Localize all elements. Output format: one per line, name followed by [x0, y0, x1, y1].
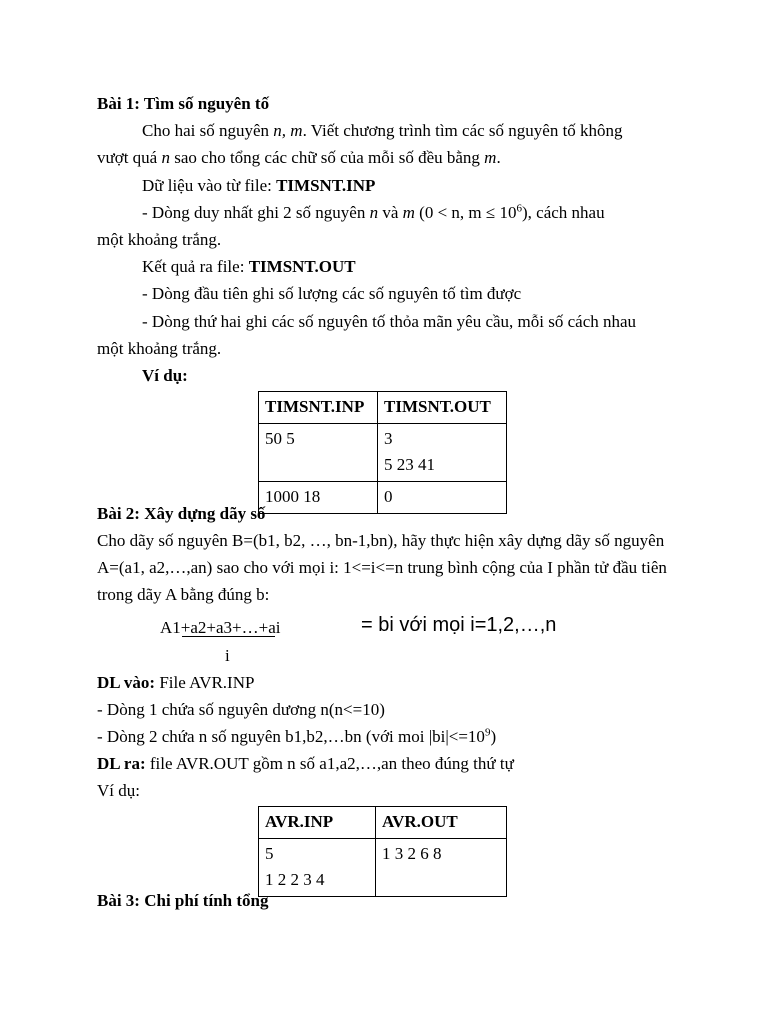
table-row	[259, 424, 507, 482]
table-cell: 3 5 23 41	[378, 424, 507, 482]
bai1-example-table	[258, 391, 507, 514]
bai1-desc-line2: vượt quá n sao cho tổng các chữ số của mỗi số đều bằng m.	[97, 148, 501, 167]
formula-rhs: = bi với mọi i=1,2,…,n	[361, 614, 557, 636]
table-header-cell: TIMSNT.INP	[259, 392, 378, 424]
table-cell: 1 3 2 6 8	[376, 839, 507, 897]
table-row	[259, 482, 507, 514]
table-cell: 1000 18	[259, 482, 378, 514]
bai2-desc-line3: trong dãy A bằng đúng b:	[97, 585, 270, 604]
bai2-desc-line1: Cho dãy số nguyên B=(b1, b2, …, bn-1,bn), hãy thực hiện xây dựng dãy số nguyên	[97, 531, 665, 550]
bai2-line1: - Dòng 1 chứa số nguyên dương n(n<=10)	[97, 700, 385, 719]
bai1-desc-line1: Cho hai số nguyên n, m. Viết chương trình tìm các số nguyên tố không	[142, 121, 623, 140]
bai1-title: Bài 1: Tìm số nguyên tố	[97, 94, 270, 113]
bai2-dl-ra: DL ra: file AVR.OUT gồm n số a1,a2,…,an theo đúng thứ tự	[97, 754, 514, 773]
table-cell: 0	[378, 482, 507, 514]
bai2-example-label: Ví dụ:	[97, 781, 140, 800]
bai3-title: Bài 3: Chi phí tính tổng	[97, 891, 269, 910]
formula-numerator: A1+a2+a3+…+ai	[160, 618, 281, 637]
bai1-output-line2: - Dòng thứ hai ghi các số nguyên tố thỏa mãn yêu cầu, mỗi số cách nhau	[142, 312, 637, 331]
table-cell: 5 1 2 2 3 4	[259, 839, 376, 897]
table-row	[259, 839, 507, 897]
bai1-input-line: - Dòng duy nhất ghi 2 số nguyên n và m (0 < n, $m \le 10^6$), cách nhau	[142, 202, 605, 222]
table-header-cell: TIMSNT.OUT	[378, 392, 507, 424]
bai1-example-label: Ví dụ:	[142, 366, 188, 385]
bai2-title: Bài 2: Xây dựng dãy số	[97, 504, 266, 523]
bai1-input-line2: một khoảng trắng.	[97, 230, 222, 249]
formula-denominator: i	[225, 646, 230, 665]
bai1-output-label: Kết quả ra file: TIMSNT.OUT	[142, 257, 356, 276]
bai2-dl-vao: DL vào: File AVR.INP	[97, 673, 255, 692]
table-header-row	[259, 392, 507, 424]
table-header-row	[259, 807, 507, 839]
formula-fraction-bar	[182, 636, 275, 637]
table-header-cell: AVR.OUT	[376, 807, 507, 839]
bai2-example-table	[258, 806, 507, 897]
bai2-line2: - Dòng 2 chứa n số nguyên b1,b2,…bn (với moi $|bi|<=10^9$)	[97, 726, 497, 746]
table-header-cell: AVR.INP	[259, 807, 376, 839]
bai1-output-line3: một khoảng trắng.	[97, 339, 222, 358]
bai1-input-label: Dữ liệu vào từ file: TIMSNT.INP	[142, 176, 376, 195]
bai2-desc-line2: A=(a1, a2,…,an) sao cho với mọi i: 1<=i<=n trung bình cộng của I phần tử đầu tiên	[97, 558, 667, 577]
table-cell: 50 5	[259, 424, 378, 482]
bai1-output-line1: - Dòng đầu tiên ghi số lượng các số nguyên tố tìm được	[142, 284, 522, 303]
